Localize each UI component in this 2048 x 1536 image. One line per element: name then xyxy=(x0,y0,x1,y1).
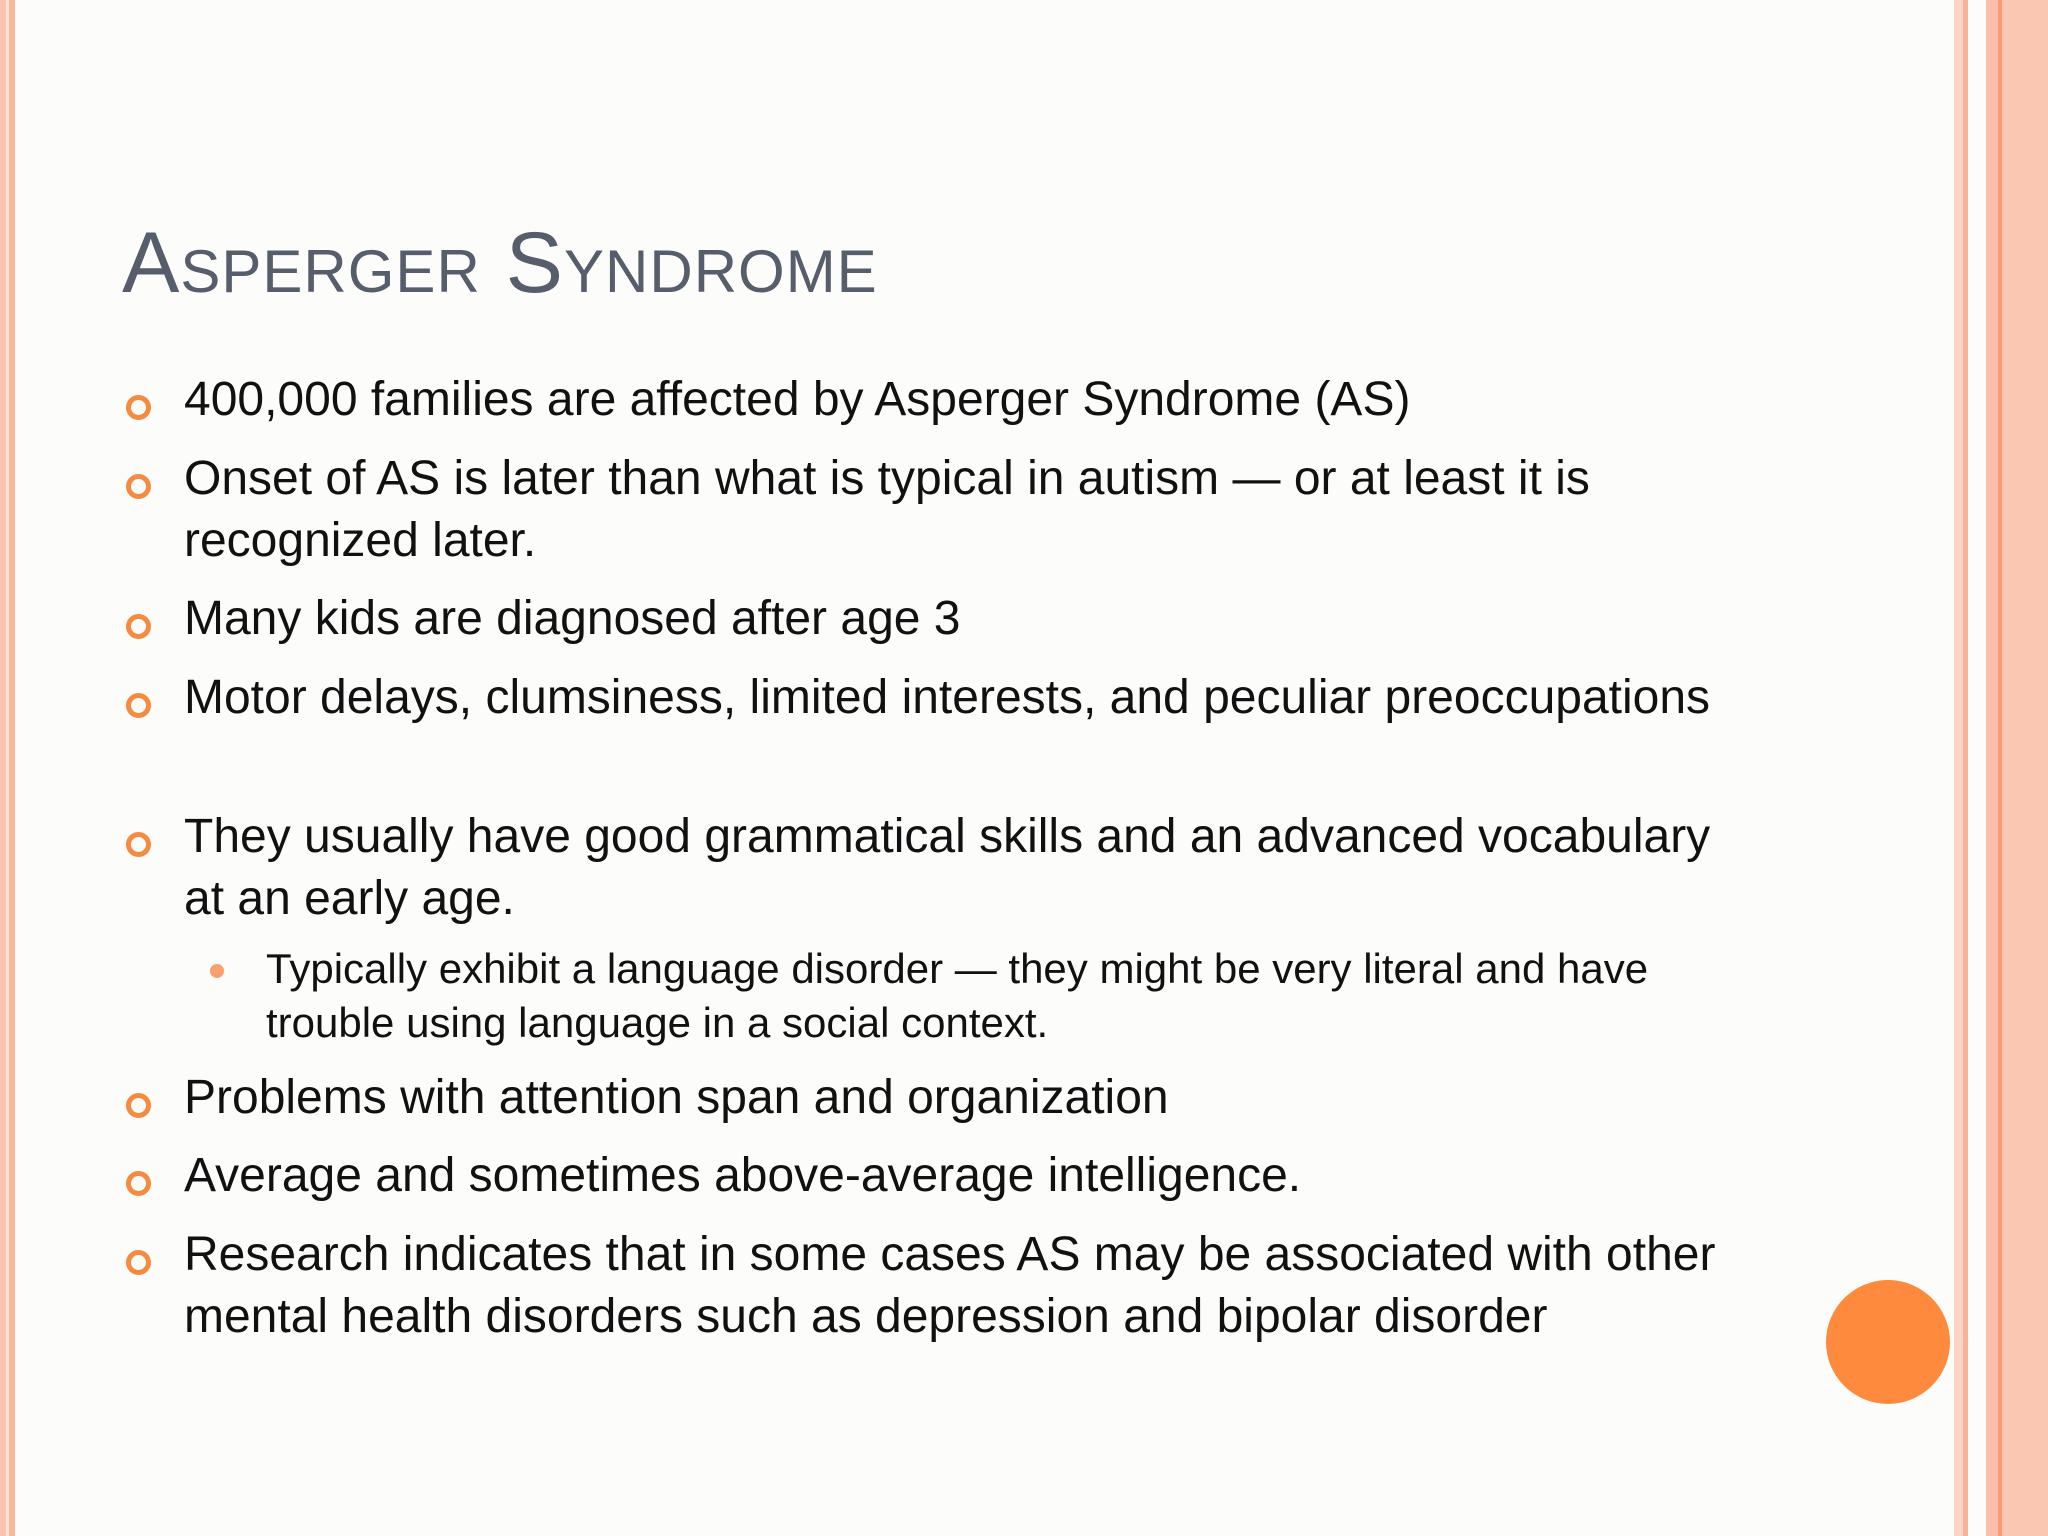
sub-bullet-item: Typically exhibit a language disorder — they might be very literal and have trouble using language in a social context. xyxy=(266,945,1649,1046)
right-border-stripe xyxy=(1986,0,1998,1536)
bullet-ring-icon xyxy=(126,1171,151,1196)
bullet-ring-icon xyxy=(126,1250,151,1275)
bullet-item: Problems with attention span and organization xyxy=(184,1071,1169,1124)
bullet-item: Average and sometimes above-average intelligence. xyxy=(184,1149,1302,1202)
bullet-ring-icon xyxy=(126,832,151,857)
right-border-stripe xyxy=(1968,0,1986,1536)
bullet-item: They usually have good grammatical skills and an advanced vocabulary at an early age. xyxy=(184,810,1711,925)
right-border-stripe xyxy=(2002,0,2048,1536)
bullet-ring-icon xyxy=(126,395,151,420)
sub-bullet-dot-icon xyxy=(210,964,224,978)
bullet-ring-icon xyxy=(126,1093,151,1118)
decorative-orange-circle xyxy=(1826,1280,1950,1404)
bullet-item: Many kids are diagnosed after age 3 xyxy=(184,592,961,645)
bullet-ring-icon xyxy=(126,474,151,499)
right-border-stripe xyxy=(1954,0,1963,1536)
bullet-item: Motor delays, clumsiness, limited interests, and peculiar preoccupations xyxy=(184,671,1711,724)
bullet-item: 400,000 families are affected by Asperger Syndrome (AS) xyxy=(184,373,1411,426)
bullet-ring-icon xyxy=(126,693,151,718)
bullet-ring-icon xyxy=(126,614,151,639)
bullet-item: Research indicates that in some cases AS may be associated with other mental health disorders such as depression and bipolar disorder xyxy=(184,1228,1716,1343)
left-border-stripe xyxy=(9,0,15,1536)
slide-title: Asperger Syndrome xyxy=(122,215,878,311)
bullet-item: Onset of AS is later than what is typical in autism — or at least it is recognized later. xyxy=(184,452,1590,567)
